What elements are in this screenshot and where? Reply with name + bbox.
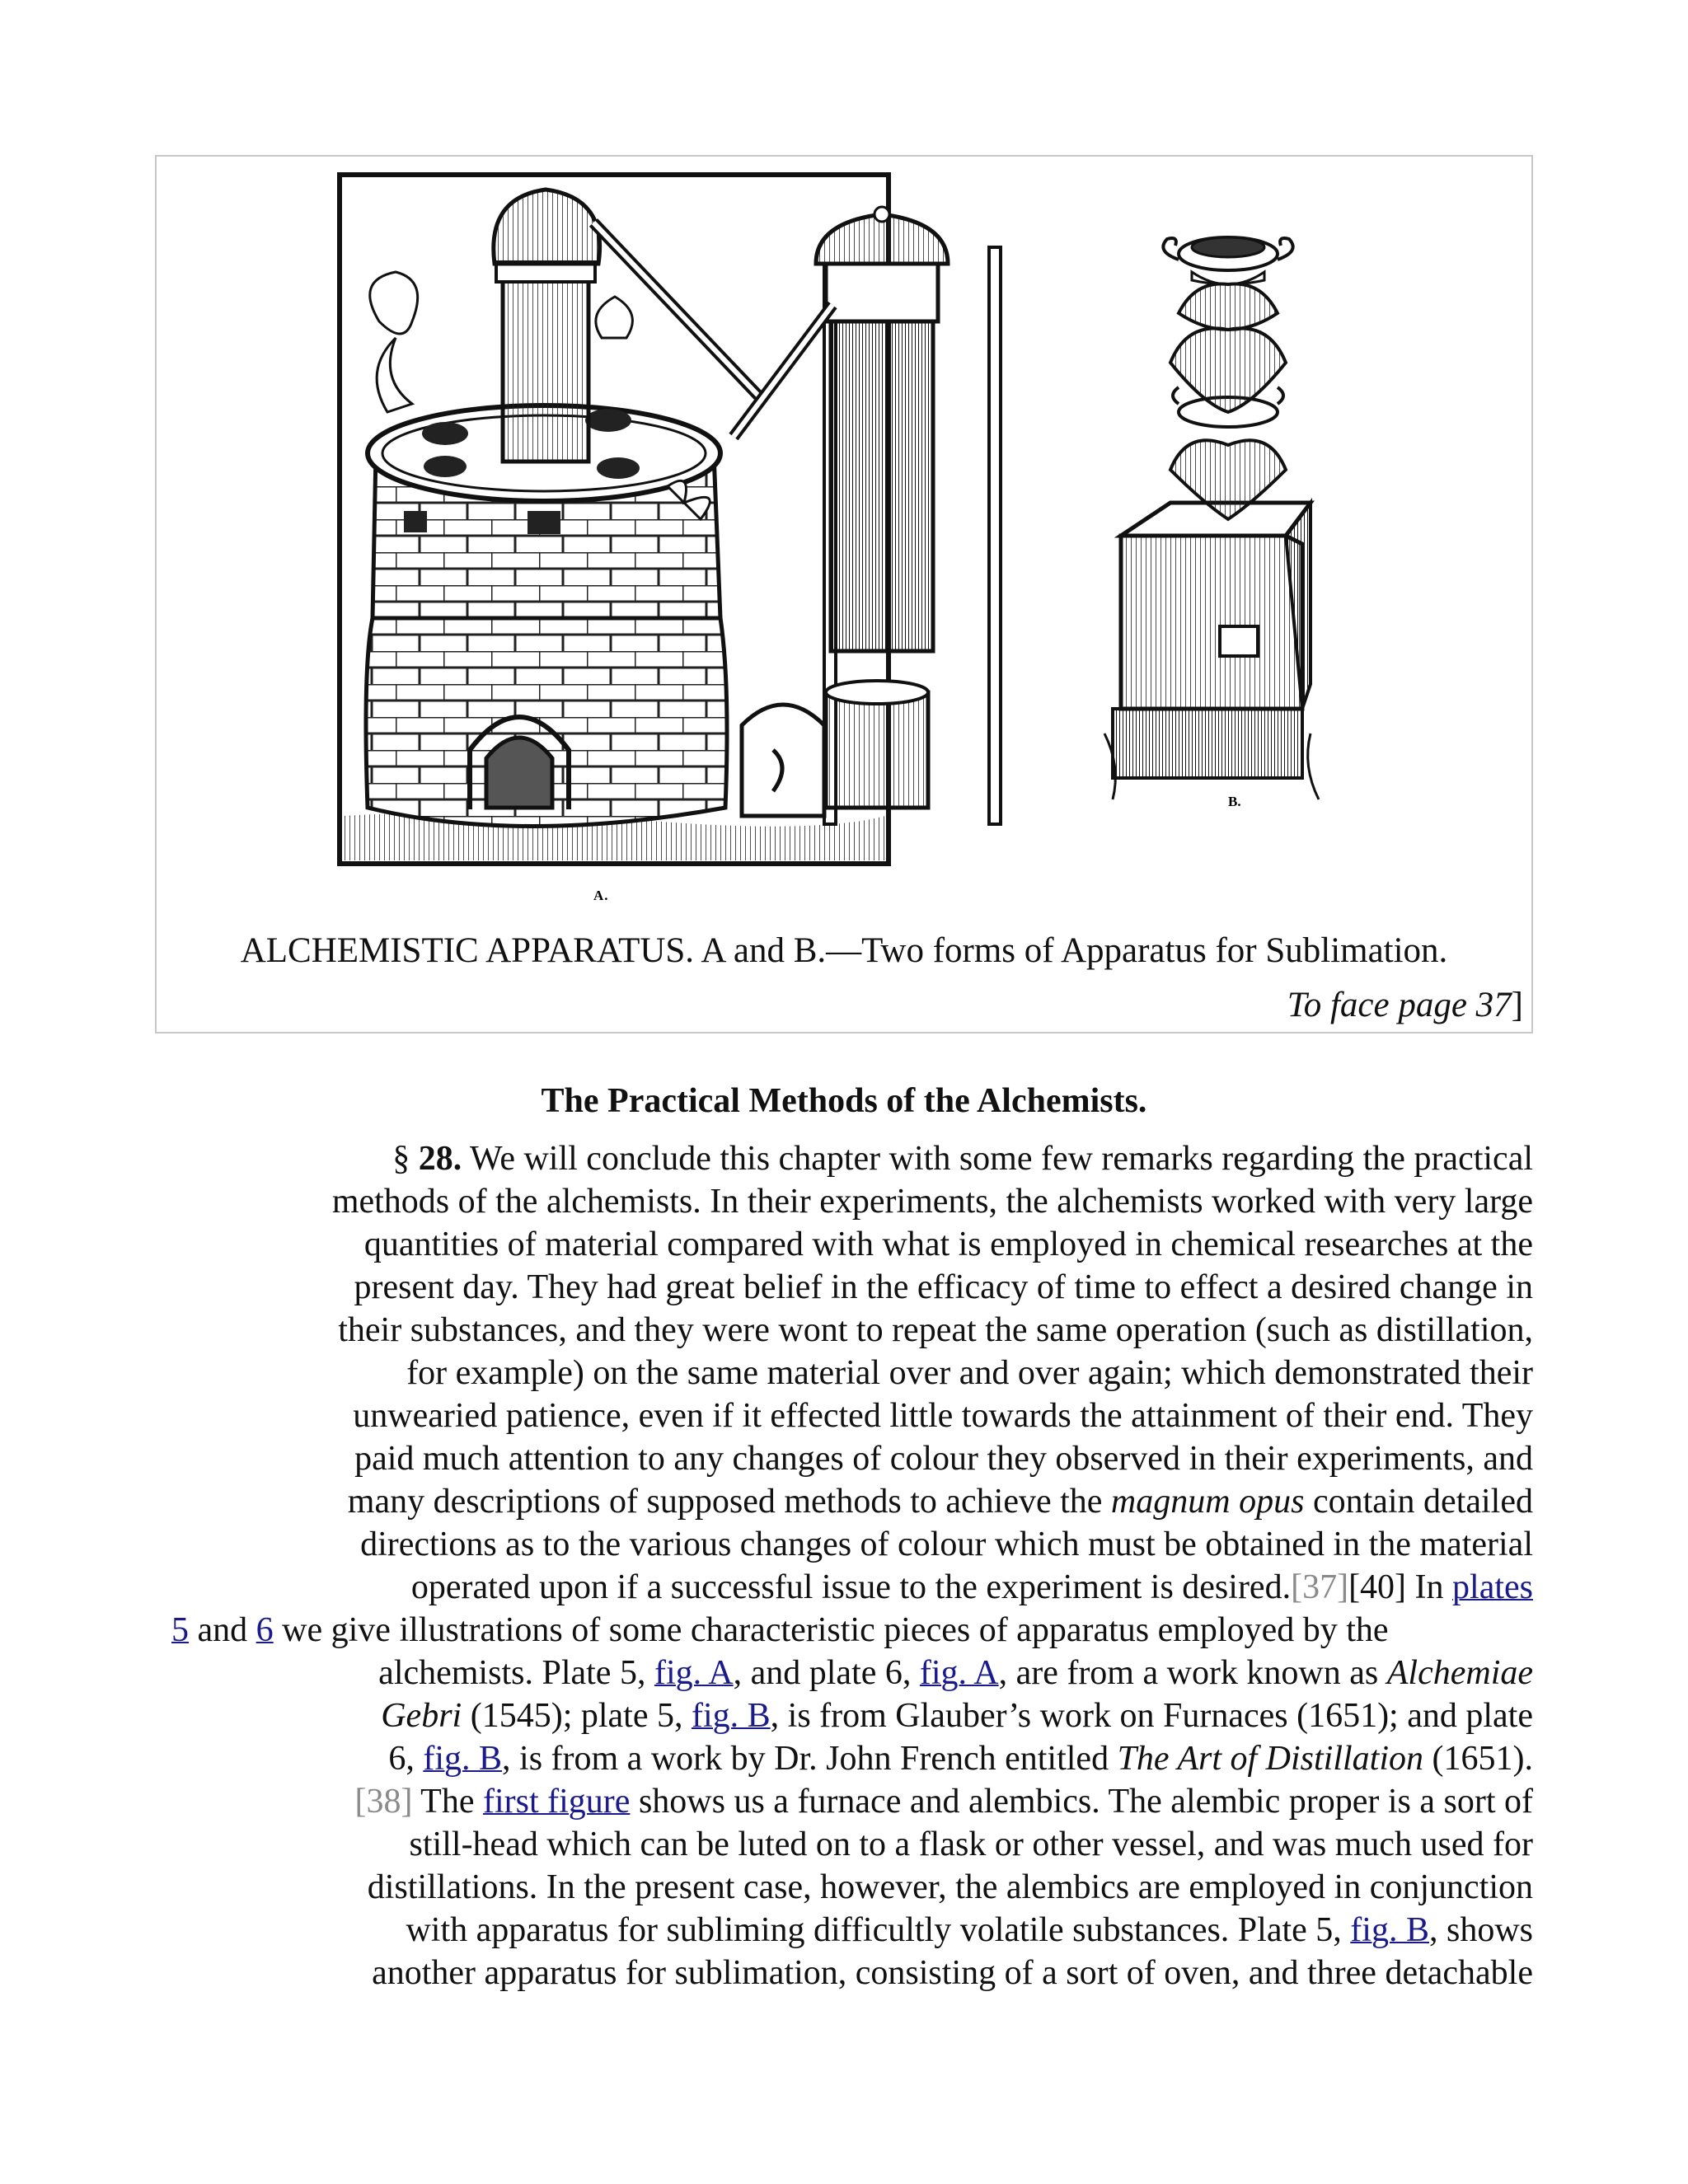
figure-b-label: B. [1228,794,1241,809]
text-line: Gebri (1545); plate 5, fig. B, is from Glauber’s work on Furnaces (1651); and plate [381,1697,1533,1735]
text-line: with apparatus for subliming difficultly volatile substances. Plate 5, fig. B, shows [406,1911,1533,1949]
section-body [171,1137,1533,1994]
text-line: present day. They had great belief in the efficacy of time to effect a desired change in [354,1268,1533,1306]
link-fig-b[interactable]: fig. B [1350,1911,1429,1949]
text-line: unwearied patience, even if it effected little towards the attainment of their end. They [353,1397,1533,1435]
text-line: still-head which can be luted on to a flask or other vessel, and was much used for [409,1825,1533,1863]
link-plate6-fig-a[interactable]: fig. A [919,1654,999,1692]
text-line: many descriptions of supposed methods to achieve the magnum opus contain detailed [347,1483,1533,1521]
alchemical-apparatus-woodcut [157,157,1531,931]
facing-page-text: To face page 37 [1287,986,1512,1024]
text-line: 6, fig. B, is from a work by Dr. John French entitled The Art of Distillation (1651). [388,1740,1533,1778]
text-line: 5 and 6 we give illustrations of some characteristic pieces of apparatus employed by the [171,1611,1389,1649]
text-line: for example) on the same material over and over again; which demonstrated their [406,1354,1533,1392]
text-line: operated upon if a successful issue to the experiment is desired.[37][40] In plates [410,1568,1533,1606]
link-plate5-fig-b[interactable]: fig. B [691,1697,771,1735]
figure-a-furnace [340,175,1001,864]
text-line: paid much attention to any changes of colour they observed in their experiments, and [354,1440,1533,1478]
text-line: their substances, and they were wont to repeat the same operation (such as distillation, [338,1311,1533,1349]
text-line: quantities of material compared with what is employed in chemical researches at the [363,1226,1533,1263]
link-plate6-fig-b[interactable]: fig. B [423,1740,503,1778]
figure-a-label: A. [593,888,609,903]
text-line: directions as to the various changes of colour which must be obtained in the material [360,1526,1533,1563]
text-line: [38] The first figure shows us a furnace and alembics. The alembic proper is a sort of [354,1783,1533,1821]
plate-caption: ALCHEMISTIC APPARATUS. A and B.—Two forms of Apparatus for Sublimation. [240,931,1448,970]
link-plate-5[interactable]: 5 [171,1611,189,1649]
text-line: methods of the alchemists. In their experiments, the alchemists worked with very large [331,1183,1533,1221]
section-sign: § [392,1140,419,1178]
section-number: 28. [418,1140,462,1178]
page-number-marker: [37] [1291,1568,1349,1606]
text-line: another apparatus for sublimation, consisting of a sort of oven, and three detachable [372,1954,1533,1992]
text-line: alchemists. Plate 5, fig. A, and plate 6, fig. A, are from a work known as Alchemiae [378,1654,1533,1692]
figure-b-oven [1104,237,1319,799]
section-heading: The Practical Methods of the Alchemists. [541,1082,1147,1120]
link-plate-6[interactable]: 6 [256,1611,274,1649]
page-number-marker: [38] [354,1783,413,1821]
text-line: § 28. We will conclude this chapter with some few remarks regarding the practical [392,1140,1533,1178]
text-line: distillations. In the present case, however, the alembics are employed in conjunction [367,1868,1533,1906]
link-plate5-fig-a[interactable]: fig. A [654,1654,734,1692]
link-plates[interactable]: plates [1452,1568,1533,1606]
plate-figure [155,155,1533,1033]
link-first-figure[interactable]: first figure [482,1783,631,1821]
plate-facing-page-note [1287,984,1523,1027]
facing-page-bracket: ] [1511,986,1523,1024]
